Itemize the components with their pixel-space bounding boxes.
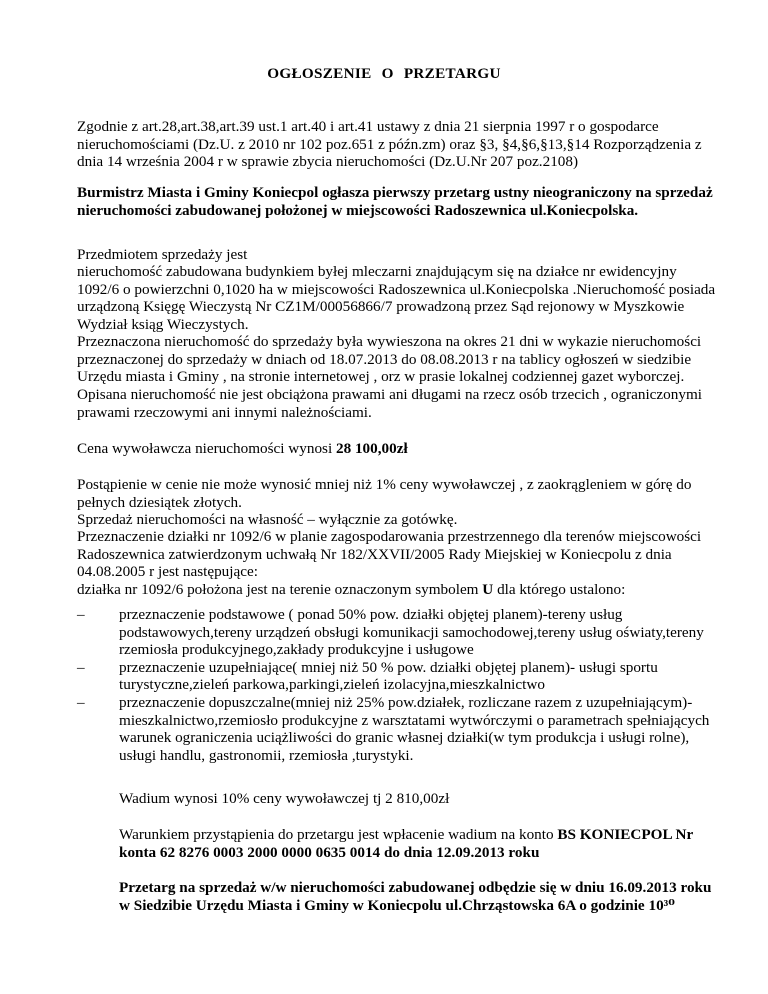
announcement-paragraph: Burmistrz Miasta i Gminy Koniecpol ogłasza pierwszy przetarg ustny nieograniczony na sprzedaż nieruchomości zabudowanej położonej w miejscowości Radoszewnica ul.Koniecpolska. (77, 184, 713, 219)
subject-heading: Przedmiotem sprzedaży jest (77, 246, 248, 263)
payment-info: Sprzedaż nieruchomości na własność – wyłącznie za gotówkę. (77, 511, 458, 528)
list-marker: – (77, 606, 85, 623)
encumbrance-info: Opisana nieruchomość nie jest obciążona prawami ani długami na rzecz osób trzecich , ograniczonymi prawami rzeczowymi ani innymi należnościami. (77, 386, 702, 421)
zoning-symbol: U (482, 581, 494, 598)
zoning-list (77, 606, 717, 764)
starting-price (77, 440, 717, 458)
list-item: – przeznaczenie dopuszczalne(mniej niż 25% pow.działek, rozliczane razem z uzupełniającym)-mieszkalnictwo,rzemiosło produkcyjne z warsztatami wytwórczymi o parametrach spełniających warunek ograniczenia uciążliwości do granic własnej działki(w tym produkcja i usługi rolne), usługi handlu, gastronomii, rzemiosła ,turystyki. (77, 693, 710, 764)
bid-step-info: Postąpienie w cenie nie może wynosić mniej niż 1% ceny wywoławczej , z zaokrągleniem w górę do pełnych dziesiątek złotych. (77, 476, 692, 511)
bank-account: BS KONIECPOL Nr konta 62 8276 0003 2000 0000 0635 0014 do dnia 12.09.2013 roku (119, 826, 693, 861)
zoning-symbol-line: działka nr 1092/6 położona jest na terenie oznaczonym symbolem U dla którego ustalono: (77, 581, 626, 598)
list-item: – przeznaczenie uzupełniające( mniej niż 50 % pow. działki objętej planem)- usługi sportu turystyczne,zieleń parkowa,parkingi,zieleń izolacyjna,mieszkalnictwo (77, 658, 658, 694)
auction-info: Przetarg na sprzedaż w/w nieruchomości zabudowanej odbędzie się w dniu 16.09.2013 roku w Siedzibie Urzędu Miasta i Gminy w Koniecpolu ul.Chrząstowska 6A o godzinie 10³⁰ (119, 879, 712, 914)
page-title: OGŁOSZENIE O PRZETARGU (267, 65, 501, 82)
publication-info: Przeznaczona nieruchomość do sprzedaży była wywieszona na okres 21 dni w wykazie nieruchomości przeznaczonej do sprzedaży w dniach od 18.07.2013 do 08.08.2013 r na tablicy ogłoszeń w siedzibie Urzędu miasta i Gminy , na stronie internetowej , orz w prasie lokalnej codziennej gazet wyborczej. (77, 333, 702, 386)
list-marker: – (77, 693, 85, 711)
price-value: 28 100,00zł (335, 440, 408, 457)
auction-time-minutes: ³⁰ (663, 896, 675, 914)
deposit-info: Wadium wynosi 10% ceny wywoławczej tj 2 810,00zł (119, 790, 450, 807)
list-marker: – (77, 658, 85, 676)
list-item: – przeznaczenie podstawowe ( ponad 50% pow. działki objętej planem)-tereny usług podstawowych,tereny urządzeń obsługi komunikacji samochodowej,tereny usług oświaty,tereny rzemiosła produkcyjnego,zakłady produkcyjne i usługowe (77, 606, 704, 659)
deposit-condition: Warunkiem przystąpienia do przetargu jest wpłacenie wadium na konto BS KONIECPOL Nr konta 62 8276 0003 2000 0000 0635 0014 do dnia 12.09.2013 roku (119, 826, 693, 861)
zoning-intro: Przeznaczenie działki nr 1092/6 w planie zagospodarowania przestrzennego dla terenów miejscowości Radoszewnica zatwierdzonym uchwałą Nr 182/XXVII/2005 Rady Miejskiej w Koniecpolu z dnia 04.08.2005 r jest następujące: (77, 528, 702, 581)
price-label: Cena wywoławcza nieruchomości wynosi (77, 440, 336, 457)
subject-description: nieruchomość zabudowana budynkiem byłej mleczarni znajdującym się na działce nr ewidencyjny 1092/6 o powierzchni 0,1020 ha w miejscowości Radoszewnica ul.Koniecpolska .Nieruchomość posiada urządzoną Księgę Wieczystą Nr CZ1M/00056866/7 prowadzoną przez Sąd rejonowy w Myszkowie Wydział ksiąg Wieczystych. (77, 263, 716, 333)
legal-basis-paragraph: Zgodnie z art.28,art.38,art.39 ust.1 art.40 i art.41 ustawy z dnia 21 sierpnia 1997 r o gospodarce nieruchomościami (Dz.U. z 2010 nr 102 poz.651 z późn.zm) oraz §3, §4,§6,§13,§14 Rozporządzenia z dnia 14 września 2004 r w sprawie zbycia nieruchomości (Dz.U.Nr 207 poz.2108) (77, 118, 702, 171)
